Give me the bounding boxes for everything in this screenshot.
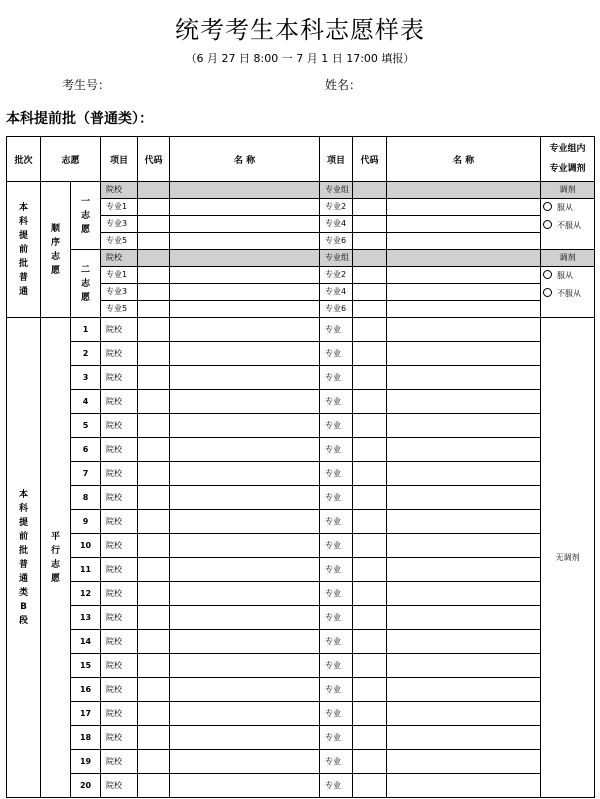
code-input-left[interactable]	[138, 250, 170, 267]
major-name-input[interactable]	[387, 318, 541, 342]
major-label: 专业	[320, 750, 353, 774]
name-input-left[interactable]	[170, 233, 320, 250]
name-input-right[interactable]	[387, 216, 541, 233]
fill-period: （6 月 27 日 8:00 一 7 月 1 日 17:00 填报）	[185, 52, 415, 65]
header-adjust-line1: 专业组内	[549, 144, 586, 154]
code-input-right[interactable]	[353, 199, 387, 216]
vertical-char: 序	[50, 237, 60, 248]
wish-number: 18	[71, 726, 101, 750]
header-item-right: 项目	[320, 137, 353, 182]
school-label: 院校	[101, 750, 138, 774]
header-batch: 批次	[7, 137, 41, 182]
item-left: 专业3	[101, 216, 138, 233]
wish-number: 19	[71, 750, 101, 774]
vertical-char: 行	[50, 545, 60, 556]
school-code-input[interactable]	[138, 750, 170, 774]
school-code-input[interactable]	[138, 438, 170, 462]
major-name-input[interactable]	[387, 534, 541, 558]
school-code-input[interactable]	[138, 582, 170, 606]
school-name-input[interactable]	[170, 414, 320, 438]
vertical-char: 志	[50, 559, 60, 570]
code-input-right[interactable]	[353, 250, 387, 267]
code-input-left[interactable]	[138, 284, 170, 301]
radio-circle-icon[interactable]	[543, 270, 552, 279]
school-label: 院校	[101, 702, 138, 726]
wish-number: 16	[71, 678, 101, 702]
vertical-char: 志	[81, 278, 91, 289]
major-code-input[interactable]	[353, 750, 387, 774]
school-code-input[interactable]	[138, 342, 170, 366]
code-input-right[interactable]	[353, 216, 387, 233]
school-label: 院校	[101, 414, 138, 438]
code-input-right[interactable]	[353, 284, 387, 301]
school-code-input[interactable]	[138, 414, 170, 438]
item-right: 专业4	[320, 284, 353, 301]
major-code-input[interactable]	[353, 702, 387, 726]
item-left: 专业5	[101, 233, 138, 250]
code-input-right[interactable]	[353, 301, 387, 318]
school-name-input[interactable]	[170, 678, 320, 702]
item-left: 院校	[101, 182, 138, 199]
code-input-left[interactable]	[138, 301, 170, 318]
major-label: 专业	[320, 678, 353, 702]
major-name-input[interactable]	[387, 702, 541, 726]
school-name-input[interactable]	[170, 654, 320, 678]
school-label: 院校	[101, 438, 138, 462]
school-label: 院校	[101, 726, 138, 750]
header-wish: 志愿	[41, 137, 101, 182]
vertical-char: 愿	[81, 292, 91, 303]
major-code-input[interactable]	[353, 654, 387, 678]
major-label: 专业	[320, 486, 353, 510]
vertical-char: 科	[18, 216, 28, 227]
name-input-left[interactable]	[170, 267, 320, 284]
name-input-right[interactable]	[387, 284, 541, 301]
code-input-right[interactable]	[353, 267, 387, 284]
code-input-right[interactable]	[353, 182, 387, 199]
wish-number: 20	[71, 774, 101, 798]
header-code-left: 代码	[138, 137, 170, 182]
wish-number: 8	[71, 486, 101, 510]
school-name-input[interactable]	[170, 774, 320, 798]
item-right: 专业6	[320, 233, 353, 250]
header-adjust-line2: 专业调剂	[549, 164, 586, 174]
header-name-right: 名 称	[387, 137, 541, 182]
major-name-input[interactable]	[387, 390, 541, 414]
item-left: 院校	[101, 250, 138, 267]
application-form-table	[6, 136, 595, 798]
wish-number: 7	[71, 462, 101, 486]
batch-cell-sequential	[7, 182, 41, 318]
item-right: 专业组	[320, 250, 353, 267]
major-label: 专业	[320, 366, 353, 390]
wish-number: 11	[71, 558, 101, 582]
major-label: 专业	[320, 318, 353, 342]
item-left: 专业1	[101, 267, 138, 284]
major-code-input[interactable]	[353, 366, 387, 390]
adjust-title: 调剂	[541, 250, 595, 267]
major-label: 专业	[320, 726, 353, 750]
wish-number: 1	[71, 318, 101, 342]
school-label: 院校	[101, 534, 138, 558]
item-right: 专业4	[320, 216, 353, 233]
name-input-left[interactable]	[170, 216, 320, 233]
radio-label: 服从	[557, 203, 574, 212]
school-name-input[interactable]	[170, 390, 320, 414]
major-code-input[interactable]	[353, 438, 387, 462]
school-label: 院校	[101, 678, 138, 702]
item-right: 专业组	[320, 182, 353, 199]
school-code-input[interactable]	[138, 534, 170, 558]
exam-number-label: 考生号：	[62, 78, 111, 92]
major-code-input[interactable]	[353, 558, 387, 582]
radio-label: 不服从	[557, 221, 582, 230]
vertical-char: 愿	[50, 265, 60, 276]
school-name-input[interactable]	[170, 534, 320, 558]
school-label: 院校	[101, 462, 138, 486]
major-code-input[interactable]	[353, 318, 387, 342]
vertical-char: 通	[18, 286, 28, 297]
wish-ordinal	[71, 182, 101, 250]
major-label: 专业	[320, 558, 353, 582]
header-adjust	[541, 137, 595, 182]
code-input-right[interactable]	[353, 233, 387, 250]
major-name-input[interactable]	[387, 726, 541, 750]
school-name-input[interactable]	[170, 558, 320, 582]
school-label: 院校	[101, 366, 138, 390]
section-title: 本科提前批（普通类）：	[6, 111, 153, 127]
code-input-left[interactable]	[138, 233, 170, 250]
major-name-input[interactable]	[387, 630, 541, 654]
wish-number: 13	[71, 606, 101, 630]
major-label: 专业	[320, 582, 353, 606]
wish-number: 6	[71, 438, 101, 462]
name-input-right[interactable]	[387, 301, 541, 318]
wish-number: 9	[71, 510, 101, 534]
school-label: 院校	[101, 486, 138, 510]
school-code-input[interactable]	[138, 606, 170, 630]
wish-number: 4	[71, 390, 101, 414]
major-label: 专业	[320, 462, 353, 486]
major-label: 专业	[320, 342, 353, 366]
major-name-input[interactable]	[387, 414, 541, 438]
major-name-input[interactable]	[387, 366, 541, 390]
name-input-right[interactable]	[387, 267, 541, 284]
adjust-title: 调剂	[541, 182, 595, 199]
item-left: 专业5	[101, 301, 138, 318]
vertical-char: 平	[50, 531, 60, 542]
major-label: 专业	[320, 438, 353, 462]
name-input-left[interactable]	[170, 199, 320, 216]
no-adjust-cell: 无调剂	[541, 318, 595, 798]
major-name-input[interactable]	[387, 582, 541, 606]
major-code-input[interactable]	[353, 510, 387, 534]
wish-number: 14	[71, 630, 101, 654]
major-code-input[interactable]	[353, 486, 387, 510]
code-input-left[interactable]	[138, 267, 170, 284]
vertical-char: 批	[18, 258, 28, 269]
vertical-char: 本	[18, 489, 28, 500]
school-name-input[interactable]	[170, 438, 320, 462]
header-name-left: 名 称	[170, 137, 320, 182]
school-code-input[interactable]	[138, 486, 170, 510]
major-name-input[interactable]	[387, 438, 541, 462]
school-name-input[interactable]	[170, 606, 320, 630]
school-code-input[interactable]	[138, 726, 170, 750]
school-name-input[interactable]	[170, 342, 320, 366]
wish-number: 15	[71, 654, 101, 678]
vertical-char: B	[20, 601, 27, 612]
adjust-radio[interactable]	[541, 217, 594, 235]
school-name-input[interactable]	[170, 318, 320, 342]
major-label: 专业	[320, 390, 353, 414]
adjust-options	[541, 199, 595, 250]
major-code-input[interactable]	[353, 462, 387, 486]
code-input-left[interactable]	[138, 182, 170, 199]
vertical-char: 提	[18, 517, 28, 528]
major-name-input[interactable]	[387, 774, 541, 798]
name-input-right[interactable]	[387, 182, 541, 199]
wish-type-sequential	[41, 182, 71, 318]
major-name-input[interactable]	[387, 750, 541, 774]
page-title: 统考考生本科志愿样表	[175, 16, 425, 44]
school-code-input[interactable]	[138, 462, 170, 486]
major-label: 专业	[320, 774, 353, 798]
major-code-input[interactable]	[353, 630, 387, 654]
adjust-radio[interactable]	[541, 285, 594, 303]
major-code-input[interactable]	[353, 606, 387, 630]
major-label: 专业	[320, 534, 353, 558]
name-input-left[interactable]	[170, 182, 320, 199]
major-name-input[interactable]	[387, 678, 541, 702]
major-label: 专业	[320, 630, 353, 654]
major-name-input[interactable]	[387, 462, 541, 486]
school-code-input[interactable]	[138, 630, 170, 654]
major-code-input[interactable]	[353, 342, 387, 366]
major-code-input[interactable]	[353, 726, 387, 750]
major-label: 专业	[320, 702, 353, 726]
vertical-char: 科	[18, 503, 28, 514]
major-label: 专业	[320, 510, 353, 534]
school-label: 院校	[101, 342, 138, 366]
major-name-input[interactable]	[387, 486, 541, 510]
school-name-input[interactable]	[170, 726, 320, 750]
school-name-input[interactable]	[170, 630, 320, 654]
name-label: 姓名：	[325, 78, 362, 92]
name-input-left[interactable]	[170, 250, 320, 267]
school-name-input[interactable]	[170, 750, 320, 774]
vertical-char: 段	[18, 615, 28, 626]
header-code-right: 代码	[353, 137, 387, 182]
major-name-input[interactable]	[387, 654, 541, 678]
school-code-input[interactable]	[138, 558, 170, 582]
wish-number: 2	[71, 342, 101, 366]
school-code-input[interactable]	[138, 678, 170, 702]
adjust-radio[interactable]	[541, 199, 594, 217]
adjust-options	[541, 267, 595, 318]
item-right: 专业6	[320, 301, 353, 318]
item-left: 专业1	[101, 199, 138, 216]
radio-circle-icon[interactable]	[543, 220, 552, 229]
wish-number: 10	[71, 534, 101, 558]
wish-type-parallel	[41, 318, 71, 798]
name-input-right[interactable]	[387, 250, 541, 267]
school-label: 院校	[101, 774, 138, 798]
item-left: 专业3	[101, 284, 138, 301]
major-code-input[interactable]	[353, 414, 387, 438]
wish-ordinal	[71, 250, 101, 318]
major-name-input[interactable]	[387, 510, 541, 534]
school-code-input[interactable]	[138, 774, 170, 798]
major-label: 专业	[320, 606, 353, 630]
school-code-input[interactable]	[138, 390, 170, 414]
school-name-input[interactable]	[170, 510, 320, 534]
radio-label: 不服从	[557, 289, 582, 298]
header-item-left: 项目	[101, 137, 138, 182]
vertical-char: 前	[18, 531, 28, 542]
school-label: 院校	[101, 654, 138, 678]
wish-number: 3	[71, 366, 101, 390]
major-name-input[interactable]	[387, 342, 541, 366]
vertical-char: 普	[18, 272, 28, 283]
name-input-left[interactable]	[170, 301, 320, 318]
vertical-char: 普	[18, 559, 28, 570]
batch-cell-parallel	[7, 318, 41, 798]
school-label: 院校	[101, 510, 138, 534]
school-code-input[interactable]	[138, 318, 170, 342]
vertical-char: 愿	[50, 573, 60, 584]
school-code-input[interactable]	[138, 366, 170, 390]
vertical-char: 本	[18, 202, 28, 213]
wish-number: 17	[71, 702, 101, 726]
school-name-input[interactable]	[170, 486, 320, 510]
school-label: 院校	[101, 630, 138, 654]
school-code-input[interactable]	[138, 510, 170, 534]
school-label: 院校	[101, 318, 138, 342]
vertical-char: 二	[81, 264, 91, 275]
school-label: 院校	[101, 606, 138, 630]
school-code-input[interactable]	[138, 654, 170, 678]
major-code-input[interactable]	[353, 774, 387, 798]
school-name-input[interactable]	[170, 462, 320, 486]
vertical-char: 提	[18, 230, 28, 241]
item-right: 专业2	[320, 267, 353, 284]
vertical-char: 志	[50, 251, 60, 262]
vertical-char: 志	[81, 210, 91, 221]
vertical-char: 前	[18, 244, 28, 255]
name-input-right[interactable]	[387, 233, 541, 250]
major-code-input[interactable]	[353, 390, 387, 414]
school-name-input[interactable]	[170, 702, 320, 726]
radio-circle-icon[interactable]	[543, 202, 552, 211]
radio-circle-icon[interactable]	[543, 288, 552, 297]
vertical-char: 批	[18, 545, 28, 556]
name-input-right[interactable]	[387, 199, 541, 216]
radio-label: 服从	[557, 271, 574, 280]
vertical-char: 一	[81, 196, 91, 207]
vertical-char: 愿	[81, 224, 91, 235]
major-code-input[interactable]	[353, 534, 387, 558]
wish-number: 5	[71, 414, 101, 438]
code-input-left[interactable]	[138, 216, 170, 233]
vertical-char: 类	[18, 587, 28, 598]
school-code-input[interactable]	[138, 702, 170, 726]
major-code-input[interactable]	[353, 678, 387, 702]
school-name-input[interactable]	[170, 582, 320, 606]
item-right: 专业2	[320, 199, 353, 216]
code-input-left[interactable]	[138, 199, 170, 216]
school-label: 院校	[101, 390, 138, 414]
major-name-input[interactable]	[387, 558, 541, 582]
major-name-input[interactable]	[387, 606, 541, 630]
school-name-input[interactable]	[170, 366, 320, 390]
major-label: 专业	[320, 414, 353, 438]
vertical-char: 通	[18, 573, 28, 584]
school-label: 院校	[101, 558, 138, 582]
major-label: 专业	[320, 654, 353, 678]
wish-number: 12	[71, 582, 101, 606]
name-input-left[interactable]	[170, 284, 320, 301]
adjust-radio[interactable]	[541, 267, 594, 285]
vertical-char: 顺	[50, 223, 60, 234]
major-code-input[interactable]	[353, 582, 387, 606]
school-label: 院校	[101, 582, 138, 606]
